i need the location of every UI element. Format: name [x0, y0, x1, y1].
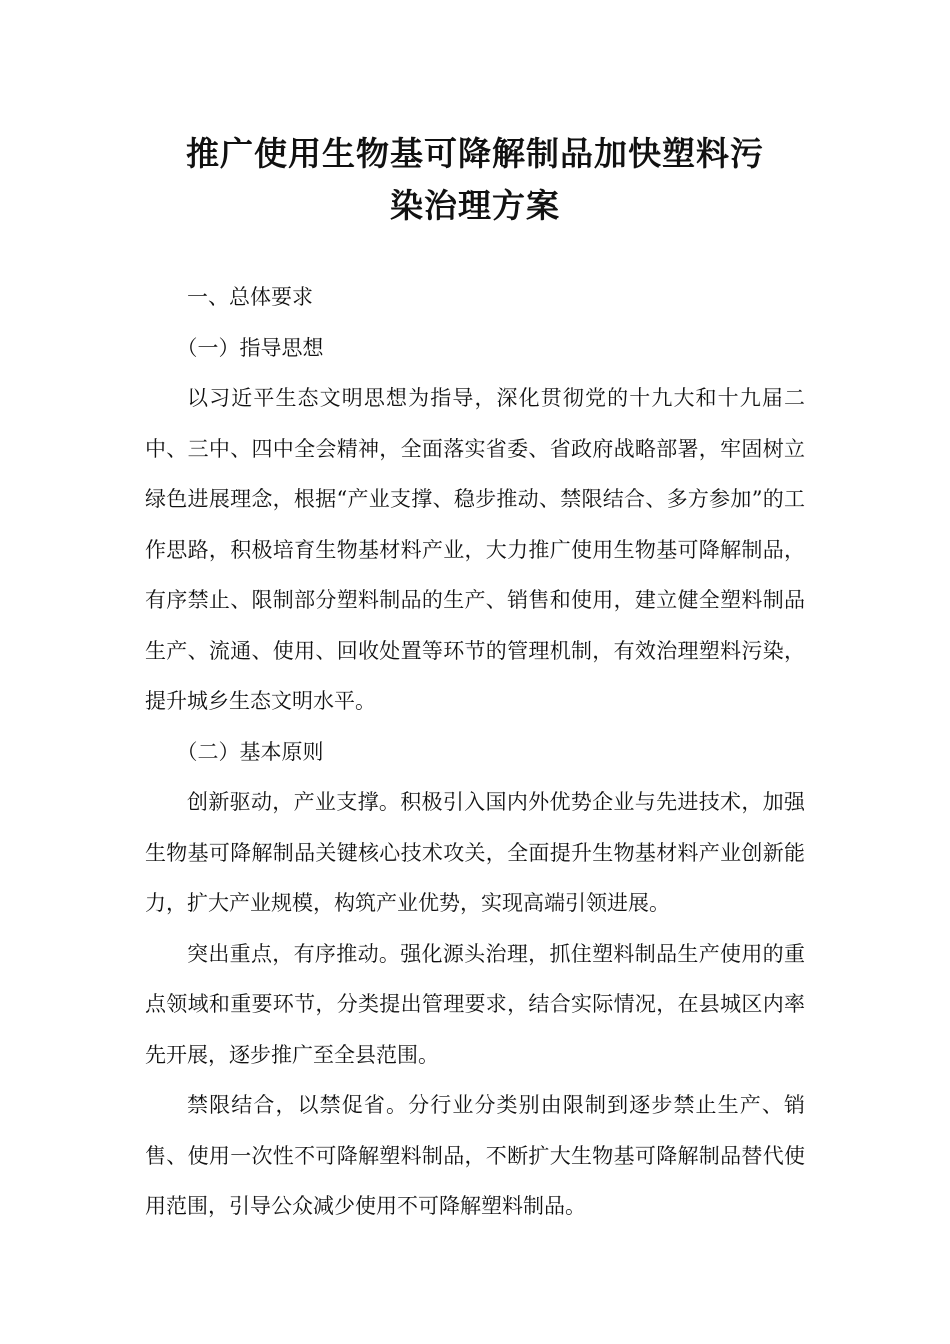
- subsection-heading-guiding-ideology: （一）指导思想: [176, 335, 324, 360]
- paragraph-principle-innovation: 创新驱动，产业支撑。积极引入国内外优势企业与先进技术，加强生物基可降解制品关键核心技术攻关，全面提升生物基材料产业创新能力，扩大产业规模，构筑产业优势，实现高端引领进展。: [145, 790, 805, 915]
- document-body: [145, 272, 805, 1232]
- paragraph-guiding-ideology: 以习近平生态文明思想为指导，深化贯彻党的十九大和十九届二中、三中、四中全会精神，全面落实省委、省政府战略部署，牢固树立绿色进展理念，根据“产业支撑、稳步推动、禁限结合、多方参加”的工作思路，积极培育生物基材料产业，大力推广使用生物基可降解制品，有序禁止、限制部分塑料制品的生产、销售和使用，建立健全塑料制品生产、流通、使用、回收处置等环节的管理机制，有效治理塑料污染，提升城乡生态文明水平。: [145, 386, 805, 713]
- paragraph-principle-key-points: 突出重点，有序推动。强化源头治理，抓住塑料制品生产使用的重点领域和重要环节，分类提出管理要求，结合实际情况，在县城区内率先开展，逐步推广至全县范围。: [145, 941, 805, 1067]
- section-heading-general-requirements: 一、总体要求: [187, 285, 313, 309]
- document-title-line-2: 染治理方案: [390, 186, 560, 225]
- document-title: [120, 128, 830, 232]
- subsection-heading-basic-principles: （二）基本原则: [176, 739, 324, 764]
- paragraph-principle-restriction: 禁限结合，以禁促省。分行业分类别由限制到逐步禁止生产、销售、使用一次性不可降解塑料制品，不断扩大生物基可降解制品替代使用范围，引导公众减少使用不可降解塑料制品。: [145, 1093, 805, 1218]
- document-title-line-1: 推广使用生物基可降解制品加快塑料污: [186, 134, 764, 173]
